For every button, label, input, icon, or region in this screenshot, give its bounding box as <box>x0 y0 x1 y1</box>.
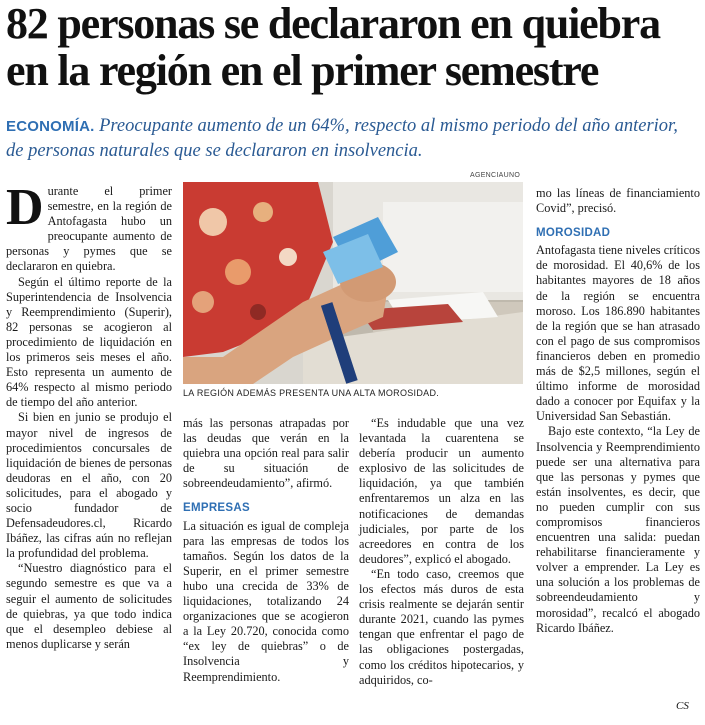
article-column-4 <box>536 186 700 636</box>
article-column-1 <box>6 179 172 652</box>
paragraph: “En todo caso, creemos que los efectos más duros de esta crisis realmente se dejarán sentir durante 2021, cuando las pymes tengan que enfrentar el pago de las obligaciones postergadas, como los créditos hipotecarios, y adquiridos, co- <box>359 566 524 687</box>
paragraph: más las personas atrapadas por las deudas que verán en la quiebra una opción real para salir de su situación de sobreendeudamiento”, afirmó. <box>183 416 349 491</box>
subhead-empresas: EMPRESAS <box>183 502 250 515</box>
lead-text: Preocupante aumento de un 64%, respecto al mismo periodo del año anterior, de personas naturales que se declararon en insolvencia. <box>6 116 678 161</box>
photo-illustration <box>183 182 523 384</box>
paragraph: La situación es igual de compleja para las empresas de todos los tamaños. Según los datos de la Superir, en el primer semestre hubo una crecida de 33% de liquidaciones, totalizando 24 organizaciones que se acogieron a la Ley 20.720, conocida como “ex ley de quiebras” o de Insolvencia y Reemprendimiento. <box>183 518 349 684</box>
section-label: ECONOMÍA. <box>6 118 95 135</box>
paragraph: “Es indudable que una vez levantada la cuarentena se debería producir un aumento explosivo de las solicitudes de liquidación, ya que también enfrentaremos un alza en las notificaciones de demandas judiciales, por parte de los acreedores en contra de los deudores”, explicó el abogado. <box>359 416 524 566</box>
photo-credit: AGENCIAUNO <box>470 172 521 179</box>
subhead-morosidad: MOROSIDAD <box>536 227 611 240</box>
photo-caption: LA REGIÓN ADEMÁS PRESENTA UNA ALTA MOROSIDAD. <box>183 388 440 398</box>
lead-paragraph <box>6 114 696 163</box>
paragraph: “Nuestro diagnóstico para el segundo semestre es que va a seguir el aumento de solicitudes de quiebras, ya que todo indica que el desempleo debiese al menos duplicarse y serán <box>6 561 172 651</box>
paragraph: Bajo este contexto, “la Ley de Insolvencia y Reemprendimiento puede ser una alternativa para que las personas y pymes que están insolventes, es decir, que no pueden cumplir con sus compromisos financieros encuentren una salida: puedan rehabilitarse financieramente y volver a emprender. La Ley es una solución a los problemas de sobreendeudamiento y morosidad”, recalcó el abogado Ricardo Ibáñez. <box>536 424 700 635</box>
paragraph: Durante el primer semestre, en la región de Antofagasta hubo un preocupante aumento de personas y pymes que se declararon en quiebra. <box>6 179 172 274</box>
paragraph: Antofagasta tiene niveles críticos de morosidad. El 40,6% de los habitantes mayores de 18 años de la región se encuentra moroso. Los 186.890 habitantes de la región que se han atrasado con el pago de sus compromisos financieros deben en promedio más de $2,5 millones, según el último informe de morosidad dado a conocer por Equifax y la Universidad San Sebastián. <box>536 243 700 424</box>
paragraph: Según el último reporte de la Superintendencia de Insolvencia y Reemprendimiento (Superir), 82 personas se acogieron al procedimiento de liquidación en los primeros seis meses el año. Esto representa un aumento de 64% respecto al mismo periodo de tiempo del año anterior. <box>6 274 172 410</box>
paragraph: Si bien en junio se produjo el mayor nivel de ingresos de procedimientos concursales de liquidación de bienes de personas deudoras en el año, con 20 solicitudes, para el abogado y socio fundador de Defensadeudores.cl, Ricardo Ibáñez, las cifras aún no reflejan la profundidad del problema. <box>6 410 172 561</box>
paragraph: mo las líneas de financiamiento Covid”, precisó. <box>536 186 700 216</box>
article-column-2 <box>183 416 349 685</box>
author-signature: CS <box>676 700 689 712</box>
article-photo <box>183 182 523 384</box>
headline: 82 personas se declararon en quiebra en la región en el primer semestre <box>6 0 660 95</box>
dropcap: D <box>6 179 44 236</box>
article-column-3 <box>359 416 524 688</box>
